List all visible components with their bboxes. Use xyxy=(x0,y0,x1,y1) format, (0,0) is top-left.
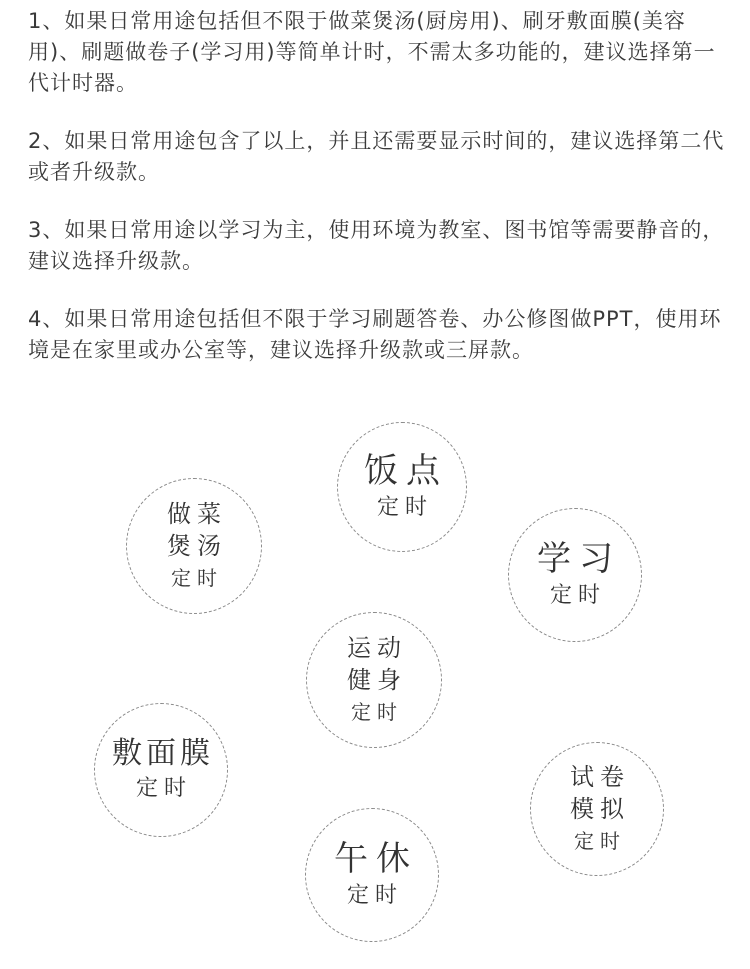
circle-yundong xyxy=(306,612,442,748)
circle-xuexi-title: 学习 xyxy=(537,539,621,579)
circle-zuocai-line3: 定时 xyxy=(171,566,223,590)
circle-yundong-line1: 运动 xyxy=(347,634,407,662)
circle-zuocai-line1: 做菜 xyxy=(167,500,227,528)
circle-shijuan-line1: 试卷 xyxy=(570,763,630,791)
recommendation-paragraph-3: 3、如果日常用途以学习为主，使用环境为教室、图书馆等需要静音的，建议选择升级款。 xyxy=(28,218,725,273)
recommendation-paragraph-1: 1、如果日常用途包括但不限于做菜煲汤(厨房用)、刷牙敷面膜(美容用)、刷题做卷子(学习用)等简单计时，不需太多功能的，建议选择第一代计时器。 xyxy=(28,9,716,95)
circle-fandian xyxy=(337,422,467,552)
circle-fumianmo xyxy=(94,703,228,837)
circle-zuocai-line2: 煲汤 xyxy=(167,532,227,560)
circle-yundong-line2: 健身 xyxy=(347,666,407,694)
circle-yundong-line3: 定时 xyxy=(351,700,403,724)
circle-zuocai xyxy=(126,478,262,614)
circle-wuxiu-subtitle: 定时 xyxy=(346,883,403,908)
circle-fumianmo-title: 敷面膜 xyxy=(112,736,214,771)
circle-shijuan xyxy=(530,742,664,876)
circle-shijuan-line2: 模拟 xyxy=(570,795,630,823)
circle-xuexi xyxy=(508,508,642,642)
circle-xuexi-subtitle: 定时 xyxy=(549,583,606,608)
recommendation-paragraph-4: 4、如果日常用途包括但不限于学习刷题答卷、办公修图做PPT，使用环境是在家里或办公室等，建议选择升级款或三屏款。 xyxy=(28,307,722,362)
circle-fandian-subtitle: 定时 xyxy=(376,495,433,520)
circle-fandian-title: 饭点 xyxy=(364,451,448,491)
circle-shijuan-line3: 定时 xyxy=(574,829,626,853)
recommendation-paragraph-2: 2、如果日常用途包含了以上，并且还需要显示时间的，建议选择第二代或者升级款。 xyxy=(28,129,725,184)
circle-fumianmo-subtitle: 定时 xyxy=(135,776,192,801)
usage-recommendations xyxy=(28,6,728,393)
circle-wuxiu xyxy=(305,808,439,942)
circle-wuxiu-title: 午休 xyxy=(334,839,418,879)
